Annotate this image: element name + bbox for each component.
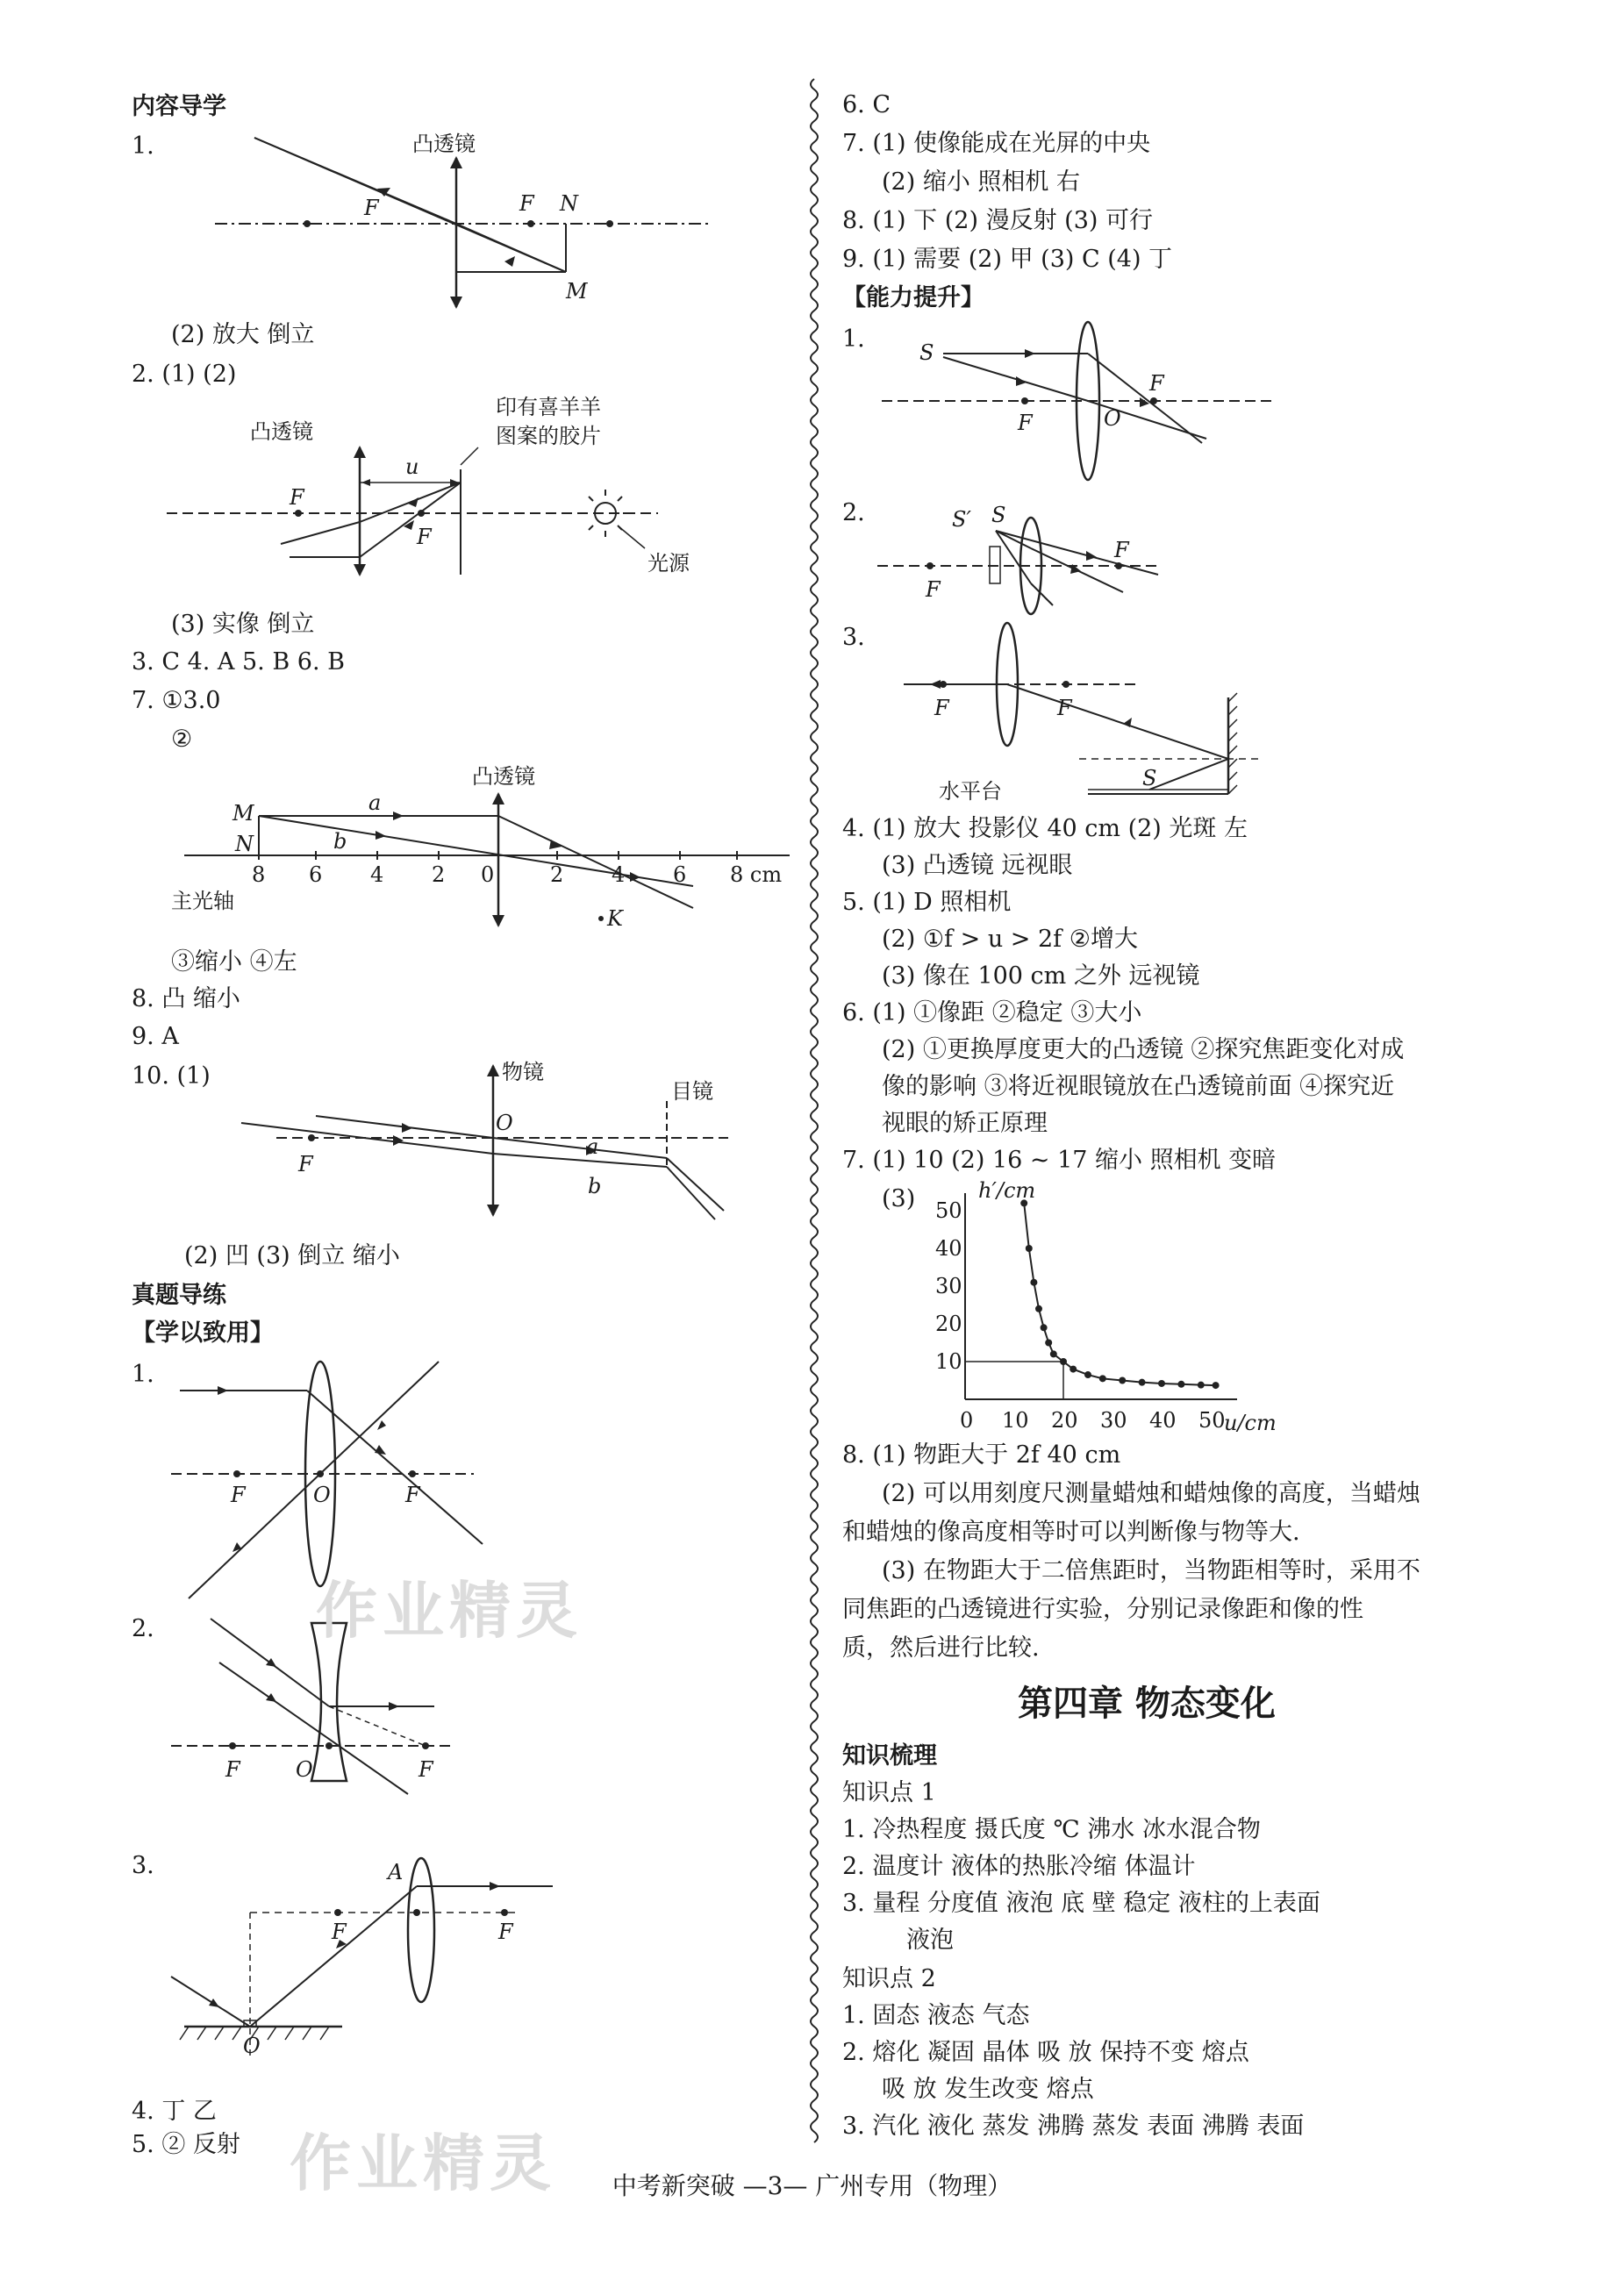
q10-objective-label: 物镜 bbox=[502, 1060, 544, 1084]
a3-table-label: 水平台 bbox=[939, 779, 1002, 804]
graph-y-tick: 50 bbox=[935, 1198, 962, 1223]
q2-film-label-2: 图案的胶片 bbox=[496, 424, 601, 448]
q2-focus-right: F bbox=[417, 525, 432, 549]
p3-diagram bbox=[167, 1842, 588, 2062]
a8d-answer: (3) 在物距大于二倍焦距时，当物距相等时，采用不 bbox=[882, 1557, 1420, 1584]
q1-point-n: N bbox=[560, 191, 578, 216]
q3-6-answers: 3. C 4. A 5. B 6. B bbox=[132, 648, 345, 676]
graph-point bbox=[1041, 1324, 1048, 1331]
q7-lens-label: 凸透镜 bbox=[472, 764, 535, 789]
a3-point-s: S bbox=[1142, 766, 1157, 790]
a8a-answer: 8. (1) 物距大于 2f 40 cm bbox=[842, 1441, 1121, 1469]
graph-curve bbox=[1024, 1203, 1215, 1385]
a2-number: 2. bbox=[842, 499, 865, 526]
q10-ray-a: a bbox=[586, 1134, 599, 1159]
q10-number: 10. (1) bbox=[132, 1062, 211, 1090]
p2-point-o: O bbox=[296, 1757, 313, 1782]
q1-point-m: M bbox=[566, 279, 588, 304]
a2-point-s: S bbox=[991, 503, 1006, 527]
q10-diagram bbox=[228, 1053, 755, 1237]
q1-number: 1. bbox=[132, 132, 154, 160]
a6d-answer: 视眼的矫正原理 bbox=[882, 1110, 1048, 1137]
q7-tick: 6 bbox=[309, 862, 323, 887]
page-footer: 中考新突破 —3— 广州专用（物理） bbox=[612, 2171, 1012, 2200]
q7-line1: 7. ①3.0 bbox=[132, 687, 221, 714]
graph-y-tick: 40 bbox=[935, 1236, 962, 1261]
q2-sub3: (3) 实像 倒立 bbox=[171, 611, 315, 638]
k1-item2: 2. 温度计 液体的热胀冷缩 体温计 bbox=[842, 1853, 1196, 1880]
knowledge-section: 知识梳理 bbox=[842, 1742, 937, 1770]
k2-item1: 1. 固态 液态 气态 bbox=[842, 2002, 1030, 2029]
a8b-answer: (2) 可以用刻度尺测量蜡烛和蜡烛像的高度，当蜡烛 bbox=[882, 1480, 1420, 1507]
watermark: 作业精灵 bbox=[316, 1575, 583, 1647]
q7-sub34: ③缩小 ④左 bbox=[171, 948, 297, 976]
graph-x-tick: 20 bbox=[1051, 1408, 1078, 1433]
a1-number: 1. bbox=[842, 325, 865, 353]
graph-point bbox=[1045, 1340, 1052, 1347]
a1-focus-right: F bbox=[1149, 371, 1164, 396]
q1-focus-left: F bbox=[364, 196, 379, 220]
graph-y-tick: 20 bbox=[935, 1312, 962, 1336]
p3-point-a: A bbox=[388, 1860, 404, 1884]
p1-focus-left: F bbox=[231, 1483, 246, 1507]
graph-ylabel: h′/cm bbox=[978, 1178, 1036, 1203]
a4b-answer: (3) 凸透镜 远视眼 bbox=[882, 852, 1073, 879]
knowledge-point-1: 知识点 1 bbox=[842, 1779, 936, 1806]
p5-answer: 5. ② 反射 bbox=[132, 2131, 240, 2158]
a5c-answer: (3) 像在 100 cm 之外 远视镜 bbox=[882, 962, 1200, 990]
chapter-title: 第四章 物态变化 bbox=[1018, 1684, 1276, 1724]
q2-light-label: 光源 bbox=[647, 551, 690, 576]
r8-answer: 8. (1) 下 (2) 漫反射 (3) 可行 bbox=[842, 207, 1153, 234]
q7-point-n: N bbox=[235, 832, 254, 856]
q2-u-label: u bbox=[405, 454, 419, 479]
graph-point bbox=[1158, 1380, 1165, 1387]
graph-xlabel: u/cm bbox=[1224, 1411, 1277, 1435]
graph-point bbox=[1213, 1382, 1220, 1389]
p3-focus-left: F bbox=[332, 1920, 347, 1944]
k1-item3b: 液泡 bbox=[906, 1927, 954, 1954]
q10-focus: F bbox=[298, 1152, 313, 1176]
q1-focus-right: F bbox=[519, 191, 534, 216]
q2-film-label-1: 印有喜羊羊 bbox=[496, 395, 601, 419]
q10-eyepiece-label: 目镜 bbox=[671, 1079, 713, 1104]
q7-point-m: M bbox=[233, 801, 254, 826]
a3-number: 3. bbox=[842, 624, 865, 651]
graph-x-tick: 50 bbox=[1198, 1408, 1226, 1433]
k2-item2: 2. 熔化 凝固 晶体 吸 放 保持不变 熔点 bbox=[842, 2039, 1249, 2066]
p3-point-o: O bbox=[243, 2034, 261, 2058]
a4a-answer: 4. (1) 放大 投影仪 40 cm (2) 光斑 左 bbox=[842, 815, 1248, 842]
a5a-answer: 5. (1) D 照相机 bbox=[842, 889, 1012, 916]
q7-tick: 8 bbox=[252, 862, 266, 887]
p2-focus-left: F bbox=[225, 1757, 240, 1782]
a7b-answer: (3) bbox=[882, 1185, 916, 1212]
r7a-answer: 7. (1) 使像能成在光屏的中央 bbox=[842, 130, 1151, 157]
q2-number: 2. (1) (2) bbox=[132, 361, 237, 388]
graph-point bbox=[1177, 1381, 1184, 1388]
q7-tick: 6 bbox=[673, 862, 687, 887]
a2-diagram bbox=[877, 487, 1184, 619]
p1-focus-right: F bbox=[405, 1483, 420, 1507]
a2-focus-left: F bbox=[926, 577, 941, 602]
q7-axis-label: 主光轴 bbox=[171, 889, 234, 913]
q7-tick: 2 bbox=[432, 862, 446, 887]
a6c-answer: 像的影响 ③将近视眼镜放在凸透镜前面 ④探究近 bbox=[882, 1073, 1395, 1100]
a6a-answer: 6. (1) ①像距 ②稳定 ③大小 bbox=[842, 999, 1142, 1026]
a6b-answer: (2) ①更换厚度更大的凸透镜 ②探究焦距变化对成 bbox=[882, 1036, 1405, 1063]
section-title-real-exam: 真题导练 bbox=[132, 1282, 226, 1309]
knowledge-point-2: 知识点 2 bbox=[842, 1965, 936, 1992]
p3-focus-right: F bbox=[498, 1920, 513, 1944]
section-ability: 【能力提升】 bbox=[842, 284, 984, 311]
a7a-answer: 7. (1) 10 (2) 16 ~ 17 缩小 照相机 变暗 bbox=[842, 1147, 1277, 1174]
q7-tick: 8 cm bbox=[730, 862, 783, 887]
graph-x-tick: 30 bbox=[1100, 1408, 1127, 1433]
a8e-answer: 同焦距的凸透镜进行实验，分别记录像距和像的性 bbox=[842, 1596, 1363, 1623]
q9-answer: 9. A bbox=[132, 1023, 179, 1050]
a3-diagram bbox=[877, 614, 1281, 816]
a8f-answer: 质，然后进行比较. bbox=[842, 1634, 1040, 1662]
q7-diagram bbox=[167, 759, 798, 934]
graph-point bbox=[1070, 1366, 1077, 1373]
graph-x-tick: 10 bbox=[1002, 1408, 1029, 1433]
a1-point-s: S bbox=[919, 340, 934, 365]
a2-point-s-prime: S′ bbox=[952, 507, 971, 532]
a3-focus-right: F bbox=[1057, 696, 1072, 720]
q8-answer: 8. 凸 缩小 bbox=[132, 985, 240, 1012]
q7-line2: ② bbox=[171, 726, 193, 753]
q10-sub: (2) 凹 (3) 倒立 缩小 bbox=[184, 1242, 400, 1269]
graph-point bbox=[1060, 1358, 1067, 1365]
p1-number: 1. bbox=[132, 1361, 154, 1388]
graph-point bbox=[1099, 1375, 1106, 1382]
q1-diagram bbox=[202, 123, 728, 316]
graph-point bbox=[1139, 1379, 1146, 1386]
k2-item3: 3. 汽化 液化 蒸发 沸腾 蒸发 表面 沸腾 表面 bbox=[842, 2113, 1305, 2140]
p1-point-o: O bbox=[313, 1483, 331, 1507]
q10-point-o: O bbox=[496, 1111, 513, 1135]
k2-item2b: 吸 放 发生改变 熔点 bbox=[882, 2076, 1094, 2103]
a3-focus-left: F bbox=[934, 696, 949, 720]
p3-number: 3. bbox=[132, 1852, 154, 1879]
a7-graph bbox=[930, 1176, 1307, 1439]
q7-tick: 2 bbox=[550, 862, 564, 887]
q2-focus-left: F bbox=[290, 485, 304, 510]
graph-x-tick: 40 bbox=[1149, 1408, 1177, 1433]
q2-lens-label: 凸透镜 bbox=[250, 419, 313, 444]
r9-answer: 9. (1) 需要 (2) 甲 (3) C (4) 丁 bbox=[842, 246, 1173, 273]
q10-ray-b: b bbox=[588, 1174, 602, 1198]
q2-diagram bbox=[167, 395, 746, 588]
a1-diagram bbox=[877, 320, 1290, 469]
a2-focus-right: F bbox=[1114, 538, 1129, 562]
q7-ray-a: a bbox=[368, 790, 382, 815]
q7-tick: 4 bbox=[612, 862, 626, 887]
graph-point bbox=[1026, 1245, 1033, 1252]
graph-point bbox=[1198, 1382, 1205, 1389]
q7-ray-b: b bbox=[333, 829, 347, 854]
q1-lens-label: 凸透镜 bbox=[412, 132, 476, 156]
graph-point bbox=[1035, 1305, 1042, 1312]
a8c-answer: 和蜡烛的像高度相等时可以判断像与物等大. bbox=[842, 1519, 1300, 1546]
k1-item3: 3. 量程 分度值 液泡 底 壁 稳定 液柱的上表面 bbox=[842, 1890, 1320, 1917]
q7-tick: 0 bbox=[481, 862, 495, 887]
a1-focus-left: F bbox=[1018, 411, 1033, 435]
graph-point bbox=[1119, 1377, 1126, 1384]
r6-answer: 6. C bbox=[842, 91, 891, 118]
q1-sub2: (2) 放大 倒立 bbox=[171, 321, 315, 348]
k1-item1: 1. 冷热程度 摄氏度 ℃ 沸水 冰水混合物 bbox=[842, 1816, 1261, 1843]
graph-y-tick: 30 bbox=[935, 1274, 962, 1298]
q7-tick: 4 bbox=[370, 862, 384, 887]
p2-number: 2. bbox=[132, 1615, 154, 1642]
q7-point-k: K bbox=[607, 906, 623, 931]
a1-point-o: O bbox=[1104, 406, 1121, 431]
section-title-content-guide: 内容导学 bbox=[132, 93, 226, 120]
p2-focus-right: F bbox=[419, 1757, 433, 1782]
graph-point bbox=[1050, 1350, 1057, 1357]
column-divider bbox=[805, 79, 823, 2141]
graph-y-tick: 10 bbox=[935, 1349, 962, 1374]
watermark: 作业精灵 bbox=[290, 2127, 556, 2199]
graph-point bbox=[1030, 1279, 1037, 1286]
a5b-answer: (2) ①f > u > 2f ②增大 bbox=[882, 926, 1138, 953]
r7b-answer: (2) 缩小 照相机 右 bbox=[882, 168, 1080, 196]
graph-x-tick: 0 bbox=[960, 1408, 974, 1433]
graph-point bbox=[1084, 1371, 1091, 1378]
section-subtitle-apply: 【学以致用】 bbox=[132, 1319, 274, 1347]
p4-answer: 4. 丁 乙 bbox=[132, 2098, 217, 2125]
